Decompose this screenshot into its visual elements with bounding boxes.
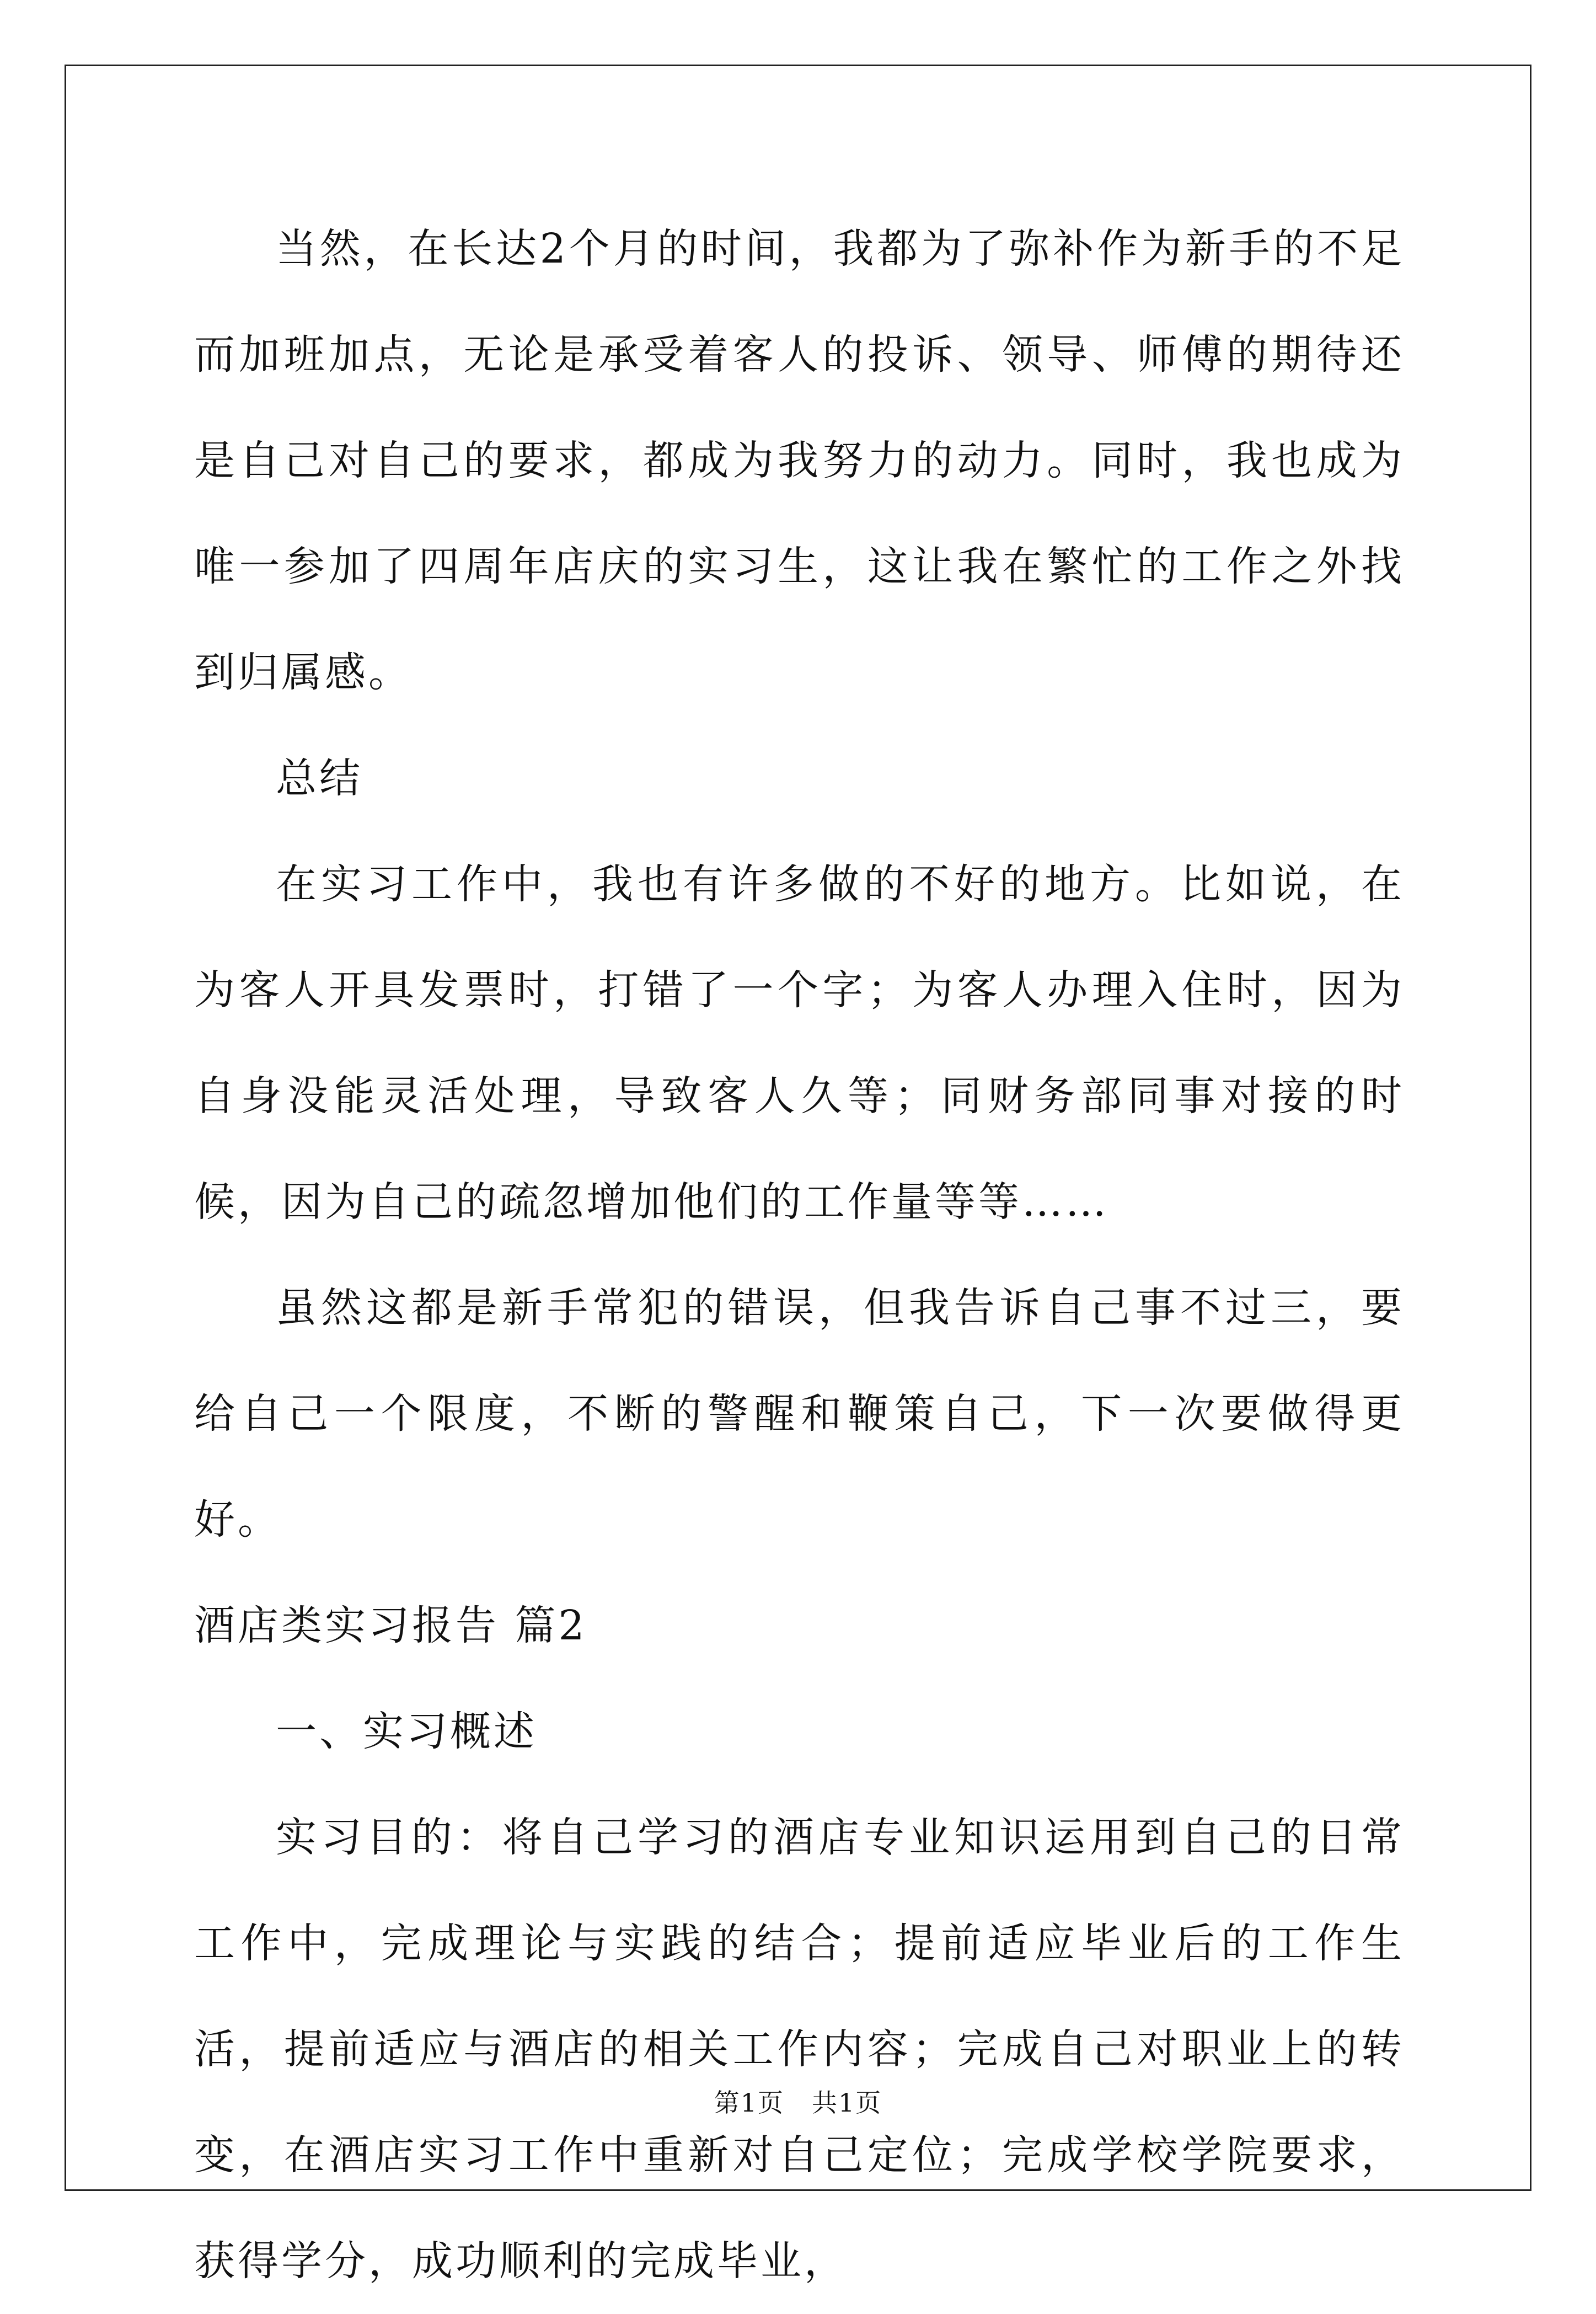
heading-summary: 总结: [276, 755, 363, 802]
paragraph-internship-effort: 当然，在长达2个月的时间，我都为了弥补作为新手的不足而加班加点，无论是承受着客人的投诉、领导、师傅的期待还是自己对自己的要求，都成为我努力的动力。同时，我也成为唯一参加了四周年店庆的实习生，这让我在繁忙的工作之外找到归属感。: [194, 225, 1405, 696]
heading-overview: 一、实习概述: [276, 1708, 537, 1755]
paragraph-reflection: 虽然这都是新手常犯的错误，但我告诉自己事不过三，要给自己一个限度，不断的警醒和鞭策自己，下一次要做得更好。: [194, 1284, 1405, 1543]
page-footer: [0, 2086, 1596, 2119]
page-number-current: 第1页: [714, 2088, 784, 2118]
document-body: [194, 196, 1405, 2314]
section-title-report-2: 酒店类实习报告 篇2: [194, 1602, 587, 1649]
paragraph-internship-purpose: 实习目的：将自己学习的酒店专业知识运用到自己的日常工作中，完成理论与实践的结合；提前适应毕业后的工作生活，提前适应与酒店的相关工作内容；完成自己对职业上的转变，在酒店实习工作中重新对自己定位；完成学校学院要求，获得学分，成功顺利的完成毕业，: [194, 1814, 1405, 2285]
paragraph-mistakes: 在实习工作中，我也有许多做的不好的地方。比如说，在为客人开具发票时，打错了一个字；为客人办理入住时，因为自身没能灵活处理，导致客人久等；同财务部同事对接的时候，因为自己的疏忽增加他们的工作量等等……: [194, 861, 1405, 1226]
page-number-total: 共1页: [812, 2088, 882, 2118]
